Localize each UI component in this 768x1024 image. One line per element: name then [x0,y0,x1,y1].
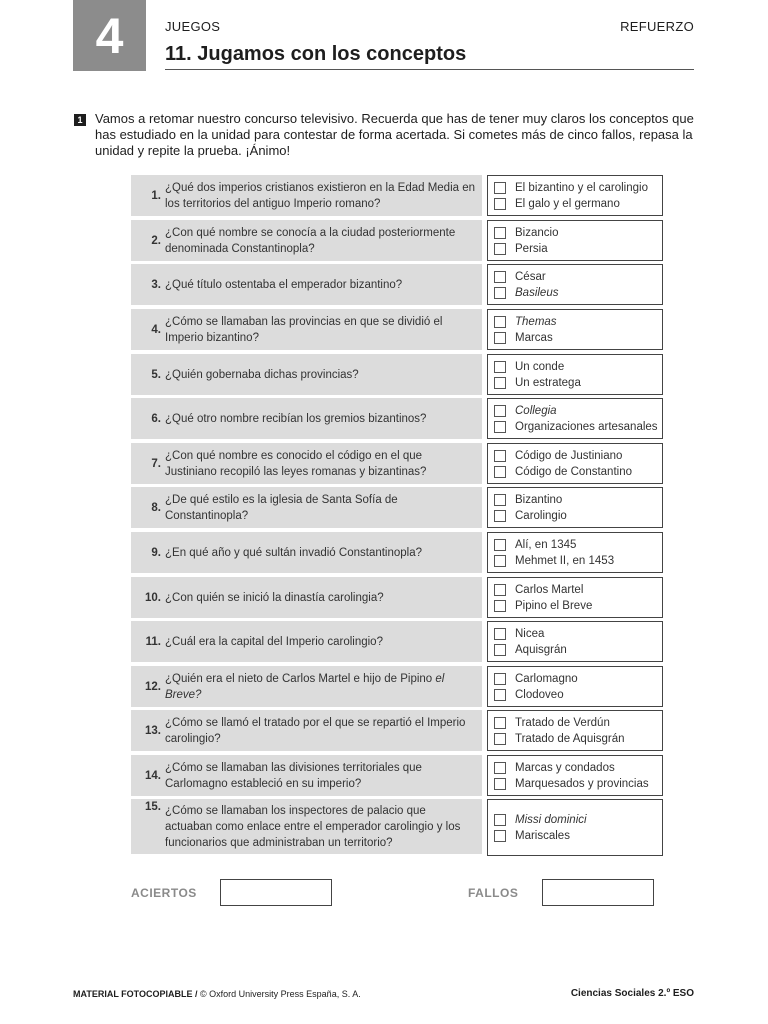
options-cell [487,755,663,796]
checkbox[interactable] [494,243,506,255]
checkbox[interactable] [494,628,506,640]
options-cell [487,443,663,484]
option-label: Collegia [515,404,557,417]
option-label: Tratado de Aquisgrán [515,732,625,745]
answer-option[interactable] [488,715,662,731]
option-label: Missi dominici [515,813,587,826]
checkbox[interactable] [494,405,506,417]
question-text: ¿Con qué nombre se conocía a la ciudad posteriormente denominada Constantinopla? [165,226,456,255]
option-label: Bizantino [515,493,563,506]
answer-option[interactable] [488,828,662,844]
checkbox[interactable] [494,644,506,656]
checkbox[interactable] [494,733,506,745]
answer-option[interactable] [488,419,662,435]
question-number: 8. [151,501,161,514]
checkbox[interactable] [494,227,506,239]
checkbox[interactable] [494,198,506,210]
answer-option[interactable] [488,225,662,241]
options-cell [487,621,663,662]
question-text: ¿De qué estilo es la iglesia de Santa Sofía de Constantinopla? [165,493,398,522]
footer-material: MATERIAL FOTOCOPIABLE / [73,989,198,999]
checkbox[interactable] [494,717,506,729]
question-number: 12. [145,680,161,693]
question-number: 1. [151,189,161,202]
answer-option[interactable] [488,671,662,687]
checkbox[interactable] [494,332,506,344]
question-row [131,799,662,854]
checkbox[interactable] [494,830,506,842]
answer-option[interactable] [488,375,662,391]
question-cell [131,532,482,573]
question-row [131,621,662,662]
question-text: ¿Cómo se llamaban las divisiones territoriales que Carlomagno estableció en su imperio? [165,761,422,790]
option-label: Marcas y condados [515,761,615,774]
question-row [131,666,662,707]
question-row [131,354,662,395]
checkbox[interactable] [494,421,506,433]
checkbox[interactable] [494,361,506,373]
option-label: El galo y el germano [515,197,620,210]
option-label: Themas [515,315,557,328]
answer-option[interactable] [488,687,662,703]
question-cell [131,220,482,261]
answer-option[interactable] [488,285,662,301]
answer-option[interactable] [488,537,662,553]
answer-option[interactable] [488,642,662,658]
question-text: ¿Quién gobernaba dichas provincias? [165,368,359,381]
question-cell [131,799,482,854]
option-label: Nicea [515,627,545,640]
question-cell [131,577,482,618]
checkbox[interactable] [494,814,506,826]
answer-option[interactable] [488,464,662,480]
option-label: El bizantino y el carolingio [515,181,648,194]
question-cell [131,710,482,751]
checkbox[interactable] [494,494,506,506]
option-label: Organizaciones artesanales [515,420,658,433]
checkbox[interactable] [494,287,506,299]
question-number: 3. [151,278,161,291]
question-row [131,398,662,439]
footer-copyright [73,989,361,999]
option-label: Un estratega [515,376,581,389]
section-label: JUEGOS [165,19,221,34]
question-row [131,532,662,573]
options-cell [487,577,663,618]
question-text: ¿Con qué nombre es conocido el código en el que Justiniano recopiló las leyes romanas y bizantinas? [165,449,427,478]
checkbox[interactable] [494,600,506,612]
answer-option[interactable] [488,269,662,285]
question-cell [131,354,482,395]
question-text-italic: el Breve? [165,672,445,701]
exercise-number: 1 [74,114,86,126]
answer-option[interactable] [488,731,662,747]
question-text: ¿Qué otro nombre recibían los gremios bizantinos? [165,412,427,425]
answer-option[interactable] [488,553,662,569]
checkbox[interactable] [494,450,506,462]
options-cell [487,710,663,751]
checkbox[interactable] [494,271,506,283]
question-row [131,487,662,528]
wrong-answer-box[interactable] [542,879,654,906]
exercise-instructions: Vamos a retomar nuestro concurso televisivo. Recuerda que has de tener muy claros los conceptos que has estudiado en la unidad para contestar de forma acertada. Si cometes más de cinco fallos, repasa la unidad y repite la prueba. ¡Ánimo! [95,111,694,158]
question-text-part: ¿Quién era el nieto de Carlos Martel e hijo de Pipino [165,672,436,685]
question-cell [131,309,482,350]
question-number: 14. [145,769,161,782]
checkbox[interactable] [494,778,506,790]
question-row [131,309,662,350]
question-text: ¿Cuál era la capital del Imperio carolingio? [165,635,383,648]
options-cell [487,220,663,261]
checkbox[interactable] [494,316,506,328]
checkbox[interactable] [494,182,506,194]
options-cell [487,175,663,216]
checkbox[interactable] [494,673,506,685]
checkbox[interactable] [494,762,506,774]
option-label: Mariscales [515,829,570,842]
answer-option[interactable] [488,598,662,614]
question-cell [131,398,482,439]
option-label: Marquesados y provincias [515,777,649,790]
wrong-label: FALLOS [468,886,519,900]
option-label: Tratado de Verdún [515,716,610,729]
question-row [131,220,662,261]
option-label: Aquisgrán [515,643,567,656]
option-label: Pipino el Breve [515,599,593,612]
option-label: Carlomagno [515,672,578,685]
answer-option[interactable] [488,359,662,375]
question-row [131,710,662,751]
question-cell [131,264,482,305]
question-cell [131,175,482,216]
question-number: 9. [151,546,161,559]
level-label: REFUERZO [620,19,694,34]
answer-option[interactable] [488,812,662,828]
correct-answer-box[interactable] [220,879,332,906]
answer-option[interactable] [488,760,662,776]
checkbox[interactable] [494,539,506,551]
question-text: ¿Qué título ostentaba el emperador bizantino? [165,278,403,291]
question-text: ¿Cómo se llamaban los inspectores de palacio que actuaban como enlace entre el emperador carolingio y los funcionarios que administraban un territorio? [165,804,461,849]
answer-option[interactable] [488,180,662,196]
question-number: 4. [151,323,161,336]
option-label: Mehmet II, en 1453 [515,554,615,567]
question-number: 7. [151,457,161,470]
checkbox[interactable] [494,584,506,596]
answer-option[interactable] [488,448,662,464]
option-label: Bizancio [515,226,559,239]
answer-option[interactable] [488,626,662,642]
question-number: 10. [145,591,161,604]
option-label: Código de Constantino [515,465,632,478]
answer-option[interactable] [488,776,662,792]
options-cell [487,532,663,573]
question-row [131,443,662,484]
question-cell [131,621,482,662]
question-cell [131,755,482,796]
question-cell [131,666,482,707]
options-cell [487,398,663,439]
option-label: Carolingio [515,509,567,522]
answer-option[interactable] [488,492,662,508]
question-text: ¿Cómo se llamó el tratado por el que se repartió el Imperio carolingio? [165,716,466,745]
option-label: César [515,270,546,283]
question-row [131,175,662,216]
checkbox[interactable] [494,510,506,522]
question-row [131,577,662,618]
answer-option[interactable] [488,403,662,419]
question-text: ¿Qué dos imperios cristianos existieron en la Edad Media en los territorios del antiguo Imperio romano? [165,181,476,210]
options-cell [487,309,663,350]
checkbox[interactable] [494,689,506,701]
option-label: Clodoveo [515,688,564,701]
question-text: ¿Con quién se inició la dinastía carolingia? [165,591,384,604]
unit-number: 4 [73,0,146,71]
question-number: 6. [151,412,161,425]
footer-publisher: © Oxford University Press España, S. A. [197,989,361,999]
question-text: ¿Cómo se llamaban las provincias en que se dividió el Imperio bizantino? [165,315,443,344]
option-label: Código de Justiniano [515,449,623,462]
question-text [165,671,482,703]
options-cell [487,799,663,856]
title-rule [165,69,694,70]
options-cell [487,354,663,395]
question-number: 11. [145,635,161,648]
answer-option[interactable] [488,508,662,524]
option-label: Un conde [515,360,565,373]
checkbox[interactable] [494,555,506,567]
answer-option[interactable] [488,241,662,257]
footer-course: Ciencias Sociales 2.º ESO [570,988,694,999]
question-number: 2. [151,234,161,247]
question-number: 5. [151,368,161,381]
correct-label: ACIERTOS [131,886,197,900]
answer-option[interactable] [488,196,662,212]
options-cell [487,264,663,305]
option-label: Marcas [515,331,553,344]
option-label: Carlos Martel [515,583,584,596]
options-cell [487,666,663,707]
option-label: Persia [515,242,548,255]
option-label: Basileus [515,286,559,299]
answer-option[interactable] [488,314,662,330]
question-cell [131,487,482,528]
question-number: 13. [145,724,161,737]
checkbox[interactable] [494,466,506,478]
answer-option[interactable] [488,582,662,598]
answer-option[interactable] [488,330,662,346]
options-cell [487,487,663,528]
checkbox[interactable] [494,377,506,389]
question-row [131,264,662,305]
question-text: ¿En qué año y qué sultán invadió Constantinopla? [165,546,423,559]
option-label: Alí, en 1345 [515,538,577,551]
question-cell [131,443,482,484]
page-title: 11. Jugamos con los conceptos [165,43,467,65]
question-row [131,755,662,796]
question-number: 15. [145,801,161,813]
